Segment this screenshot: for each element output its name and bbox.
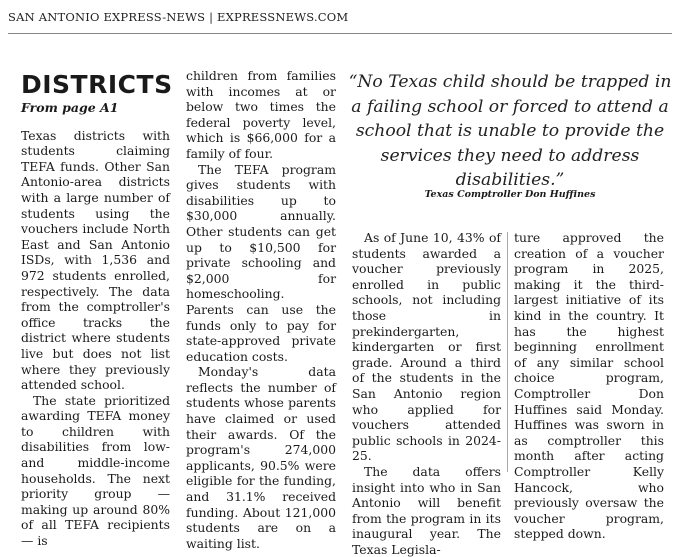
paragraph: ture approved the creation of a voucher program in 2025, making it the third-largest initiative of its kind in the country. It has the highest beginning enrollment of any similar school choice program, Comptroller Don Huffines said Monday. Huffines was sworn in as comptroller this month after acting Comptroller Kelly Hancock, who previously oversaw the voucher program, stepped down. bbox=[514, 230, 664, 542]
column-3 bbox=[352, 230, 501, 557]
jump-line: From page A1 bbox=[21, 100, 119, 115]
column-divider bbox=[507, 232, 508, 472]
paragraph: The data offers insight into who in San Antonio will benefit from the program in its inaugural year. The Texas Legisla- bbox=[352, 463, 501, 557]
paragraph: Monday's data reflects the number of students whose parents have claimed or used their awards. Of the program's 274,000 applicants, 90.5% were eligible for the funding, and 31.1% received funding. About 121,000 students are on a waiting list. bbox=[186, 364, 336, 551]
quote-credit: Texas Comptroller Don Huffines bbox=[424, 189, 596, 200]
paragraph: children from families with incomes at or below two times the federal poverty level, which is $66,000 for a family of four. bbox=[186, 68, 336, 161]
masthead-rule bbox=[8, 33, 672, 34]
masthead: SAN ANTONIO EXPRESS-NEWS | EXPRESSNEWS.COM bbox=[8, 10, 349, 24]
paragraph: As of June 10, 43% of students awarded a voucher previously enrolled in public schools, not including those in prekindergarten, kindergarten or first grade. Around a third of the students in the San Antonio region who applied for vouchers attended public schools in 2024-25. bbox=[352, 230, 501, 464]
paragraph: The TEFA program gives students with disabilities up to $30,000 annually. Other students can get up to $10,500 for private schooling and $2,000 for homeschooling. Parents can use the funds only to pay for state-approved private education costs. bbox=[186, 161, 336, 364]
paragraph: The state prioritized awarding TEFA money to children with disabilities from low- and middle-income households. The next priority group — making up around 80% of all TEFA recipients — is bbox=[21, 392, 170, 549]
column-2 bbox=[186, 68, 336, 551]
column-4 bbox=[514, 230, 664, 542]
column-1 bbox=[21, 70, 173, 549]
paragraph: Texas districts with students claiming TEFA funds. Other San Antonio-area districts with a large number of students using the vouchers include North East and San Antonio ISDs, with 1,536 and 972 students enrolled, respectively. The data from the comptroller's office tracks the district where students live but does not list where they previously attended school. bbox=[21, 127, 170, 393]
headline: DISTRICTS bbox=[21, 70, 173, 99]
pull-quote: “No Texas child should be trapped in a failing school or forced to attend a school that is unable to provide the services they need to address disabilities.” bbox=[348, 72, 672, 190]
